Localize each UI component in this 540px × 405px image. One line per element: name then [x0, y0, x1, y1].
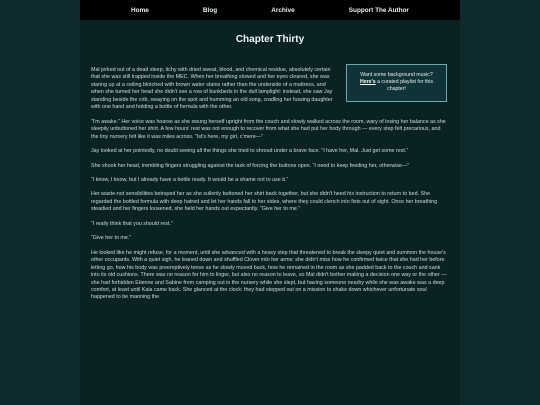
paragraph: “I'm awake.” Her voice was hoarse as she swung herself upright from the couch and slowly walked across the room, wary of losing her balance as she sleepily unbuttoned her shirt. A few hours' rest was not enough to recover from what she had put her body through — every step felt precarious, and the tiny nursery felt like it was miles across. “Ist's here, my girl, c'mere—”	[91, 118, 446, 140]
playlist-text-before: Want some background music?	[360, 72, 433, 78]
paragraph: “I know, I know, but I already have a bottle ready. It would be a shame not to use it.”	[91, 176, 289, 183]
paragraph: He looked like he might refuse, for a moment, until she advanced with a heavy step that threatened to break the sleepy quiet and summon the house's other occupants. With a quiet sigh, he leaned down and shuffled Clover into her arms: she didn't miss how he confirmed twice that she had her before letting go, how his body was preemptively tense as he slowly moved back, how he remained in the room as she padded back to the couch and sank into its old cushions. There was no reason for him to linger, but also no reason to leave, so Mal didn't bother making a decision one way or the other — she had forbidden Etienne and Sabine from camping out in the nursery while she slept, but having someone nearby while she was awake was a deep comfort, at least until Kaia came back. She glanced at the clock: they had stepped out on a mission to shake down whichever unfortunate soul happened to be manning the	[91, 249, 447, 301]
nav-home-link[interactable]: Home	[131, 6, 149, 14]
paragraph: Her waste-not sensibilities betrayed her as she sullenly buttoned her shirt back together, but she didn't heed his instruction to return to bed. She regarded the bottled formula with deep hatred and let her hands fall to her sides, where they could clench into fists out of sight. Once her breathing steadied and her fingers loosened, she held her hands out expectantly. “Give her to me.”	[91, 191, 438, 213]
paragraph: Jay looked at her pointedly, no doubt seeing all the things she tried to shroud under a brave face. “I have her, Mal. Just get some rest.”	[91, 148, 409, 155]
paragraph: Mal jerked out of a dead sleep, itchy with dried sweat, blood, and chemical residue, absolutely certain that she was still trapped inside the MEC. When her breathing slowed and her eyes cleared, she was staring up at a ceiling blotched with brown water stains rather than the underside of a mattress, and when she turned her head she didn't see a row of bunkbeds in the dull lamplight: instead, she saw Jay standing beside the crib, swaying on the spot and humming an old song, cradling her fussing daughter with one hand and holding a bottle of formula with the other.	[91, 67, 333, 111]
chapter-title: Chapter Thirty	[235, 34, 305, 45]
playlist-callout	[346, 64, 447, 102]
nav-archive-link[interactable]: Archive	[271, 6, 295, 14]
nav-blog-link[interactable]: Blog	[202, 6, 218, 14]
paragraph: She shook her head, trembling fingers struggling against the task of forcing the buttons open. “I need to keep feeding her, otherwise—”	[91, 162, 410, 169]
chapter-content	[91, 67, 447, 309]
paragraph: “Give her to me.”	[91, 235, 132, 242]
paragraph: “I really think that you should rest.”	[91, 220, 173, 227]
playlist-link[interactable]: Here's	[359, 79, 376, 86]
nav-support-link[interactable]: Support The Author	[348, 6, 409, 14]
playlist-text-after: a curated playlist for this chapter!	[375, 79, 434, 93]
top-nav	[80, 0, 460, 20]
